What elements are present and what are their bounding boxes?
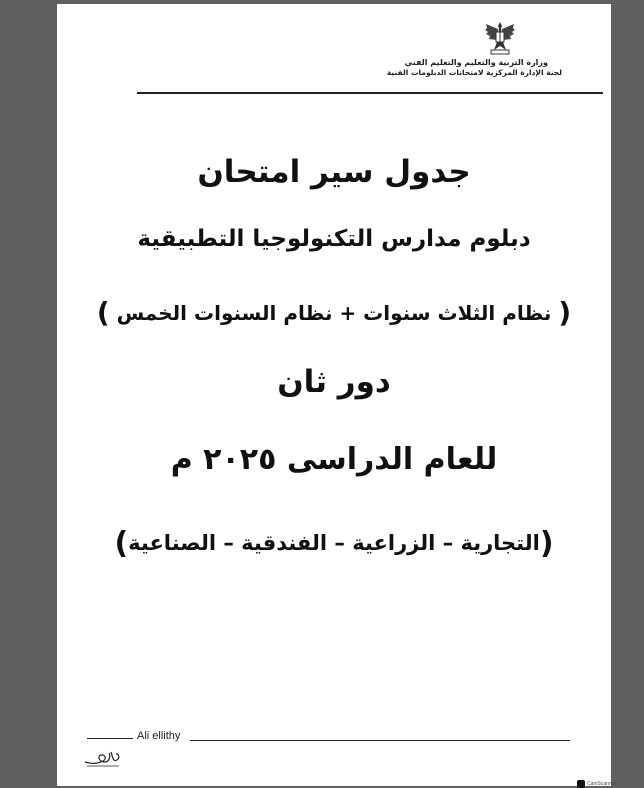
diploma-name: دبلوم مدارس التكنولوجيا التطبيقية xyxy=(137,226,531,252)
egypt-eagle-emblem-icon xyxy=(483,18,517,58)
handwritten-signature-icon xyxy=(83,746,123,768)
header-divider xyxy=(137,92,603,94)
system-subtitle-text: نظام الثلاث سنوات + نظام السنوات الخمس xyxy=(116,301,552,325)
open-paren: ( xyxy=(558,296,572,329)
document-title: جدول سير امتحان xyxy=(197,154,471,190)
scanner-label: CamScanner xyxy=(587,781,617,787)
footer-rule-right xyxy=(190,740,570,741)
scanner-watermark xyxy=(577,780,617,788)
scanner-logo-icon xyxy=(577,780,585,788)
committee-name: لجنة الإدارة المركزية لامتحانات الدبلومات الفنية xyxy=(386,68,562,77)
system-subtitle xyxy=(57,296,611,329)
document-page xyxy=(57,4,617,787)
exam-round: دور ثان xyxy=(277,364,391,400)
ministry-name: وزارة التربية والتعليم والتعليم الفني xyxy=(404,58,548,67)
academic-year: للعام الدراسى ٢٠٢٥ م xyxy=(170,442,498,477)
specializations xyxy=(57,526,611,561)
ministry-header xyxy=(347,58,562,78)
close-paren: ) xyxy=(114,526,129,561)
open-paren: ( xyxy=(539,526,554,561)
footer-rule-left xyxy=(87,738,133,739)
close-paren: ) xyxy=(96,296,110,329)
footer-author: Ali ellithy xyxy=(137,730,181,742)
specializations-text: التجارية – الزراعية – الفندقية – الصناعية xyxy=(128,531,540,555)
